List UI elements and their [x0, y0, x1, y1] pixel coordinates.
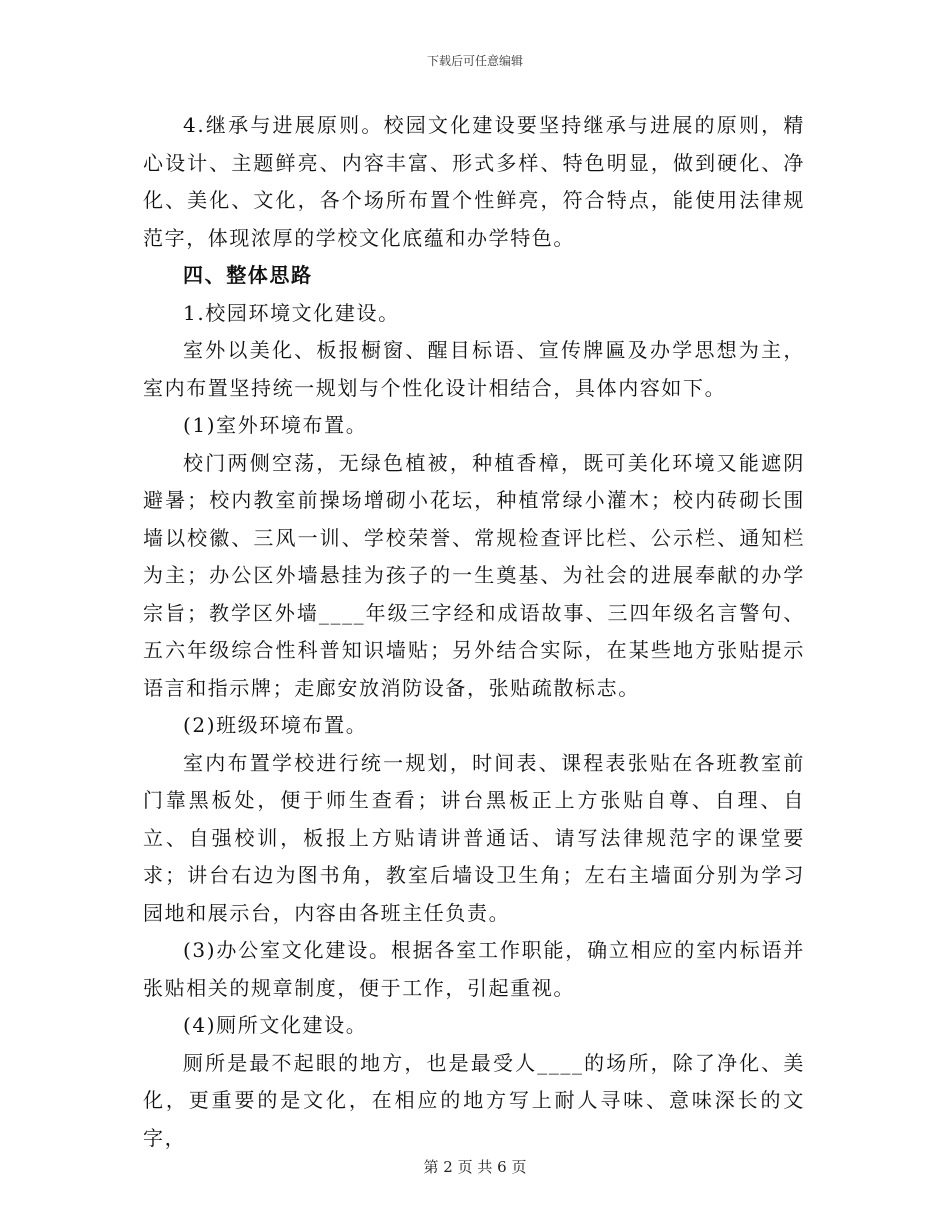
subheading-campus-environment: 1.校园环境文化建设。: [183, 300, 400, 325]
paragraph-classroom-layout: 室内布置学校进行统一规划，时间表、课程表张贴在各班教室前门靠黑板处，便于师生查看；讲台黑板正上方张贴自尊、自理、自立、自强校训，板报上方贴请讲普通话、请写法律规范字的课堂要求；讲台右边为图书角，教室后墙设卫生角；左右主墙面分别为学习园地和展示台，内容由各班主任负责。: [143, 750, 805, 925]
page-number: 第 2 页 共 6 页: [423, 1158, 527, 1176]
paragraph-principle-4: 4.继承与进展原则。校园文化建设要坚持继承与进展的原则，精心设计、主题鲜亮、内容丰富、形式多样、特色明显，做到硬化、净化、美化、文化，各个场所布置个性鲜亮，符合特点，能使用法律规范字，体现浓厚的学校文化底蕴和办学特色。: [143, 113, 805, 250]
paragraph-outdoor-layout: 校门两侧空荡，无绿色植被，种植香樟，既可美化环境又能遮阴避暑；校内教室前操场增砌小花坛，种植常绿小灌木；校内砖砌长围墙以校徽、三风一训、学校荣誉、常规检查评比栏、公示栏、通知栏为主；办公区外墙悬挂为孩子的一生奠基、为社会的进展奉献的办学宗旨；教学区外墙____年级三字经和成语故事、三四年级名言警句、五六年级综合性科普知识墙贴；另外结合实际，在某些地方张贴提示语言和指示牌；走廊安放消防设备，张贴疏散标志。: [143, 450, 805, 700]
section-heading-overall-approach: 四、整体思路: [183, 263, 313, 287]
paragraph-campus-overview: 室外以美化、板报橱窗、醒目标语、宣传牌匾及办学思想为主，室内布置坚持统一规划与个性化设计相结合，具体内容如下。: [143, 338, 805, 400]
subheading-classroom-layout: (2)班级环境布置。: [183, 713, 368, 737]
page-header: 下载后可任意编辑: [426, 54, 523, 68]
paragraph-office-culture: (3)办公室文化建设。根据各室工作职能，确立相应的室内标语并张贴相关的规章制度，便于工作，引起重视。: [143, 938, 805, 1000]
subheading-restroom-culture: (4)厕所文化建设。: [183, 1013, 368, 1037]
subheading-outdoor-layout: (1)室外环境布置。: [183, 413, 368, 437]
document-body: [143, 107, 805, 1157]
paragraph-restroom-culture: 厕所是最不起眼的地方，也是最受人____的场所，除了净化、美化，更重要的是文化，在相应的地方写上耐人寻味、意味深长的文字，: [143, 1050, 805, 1150]
